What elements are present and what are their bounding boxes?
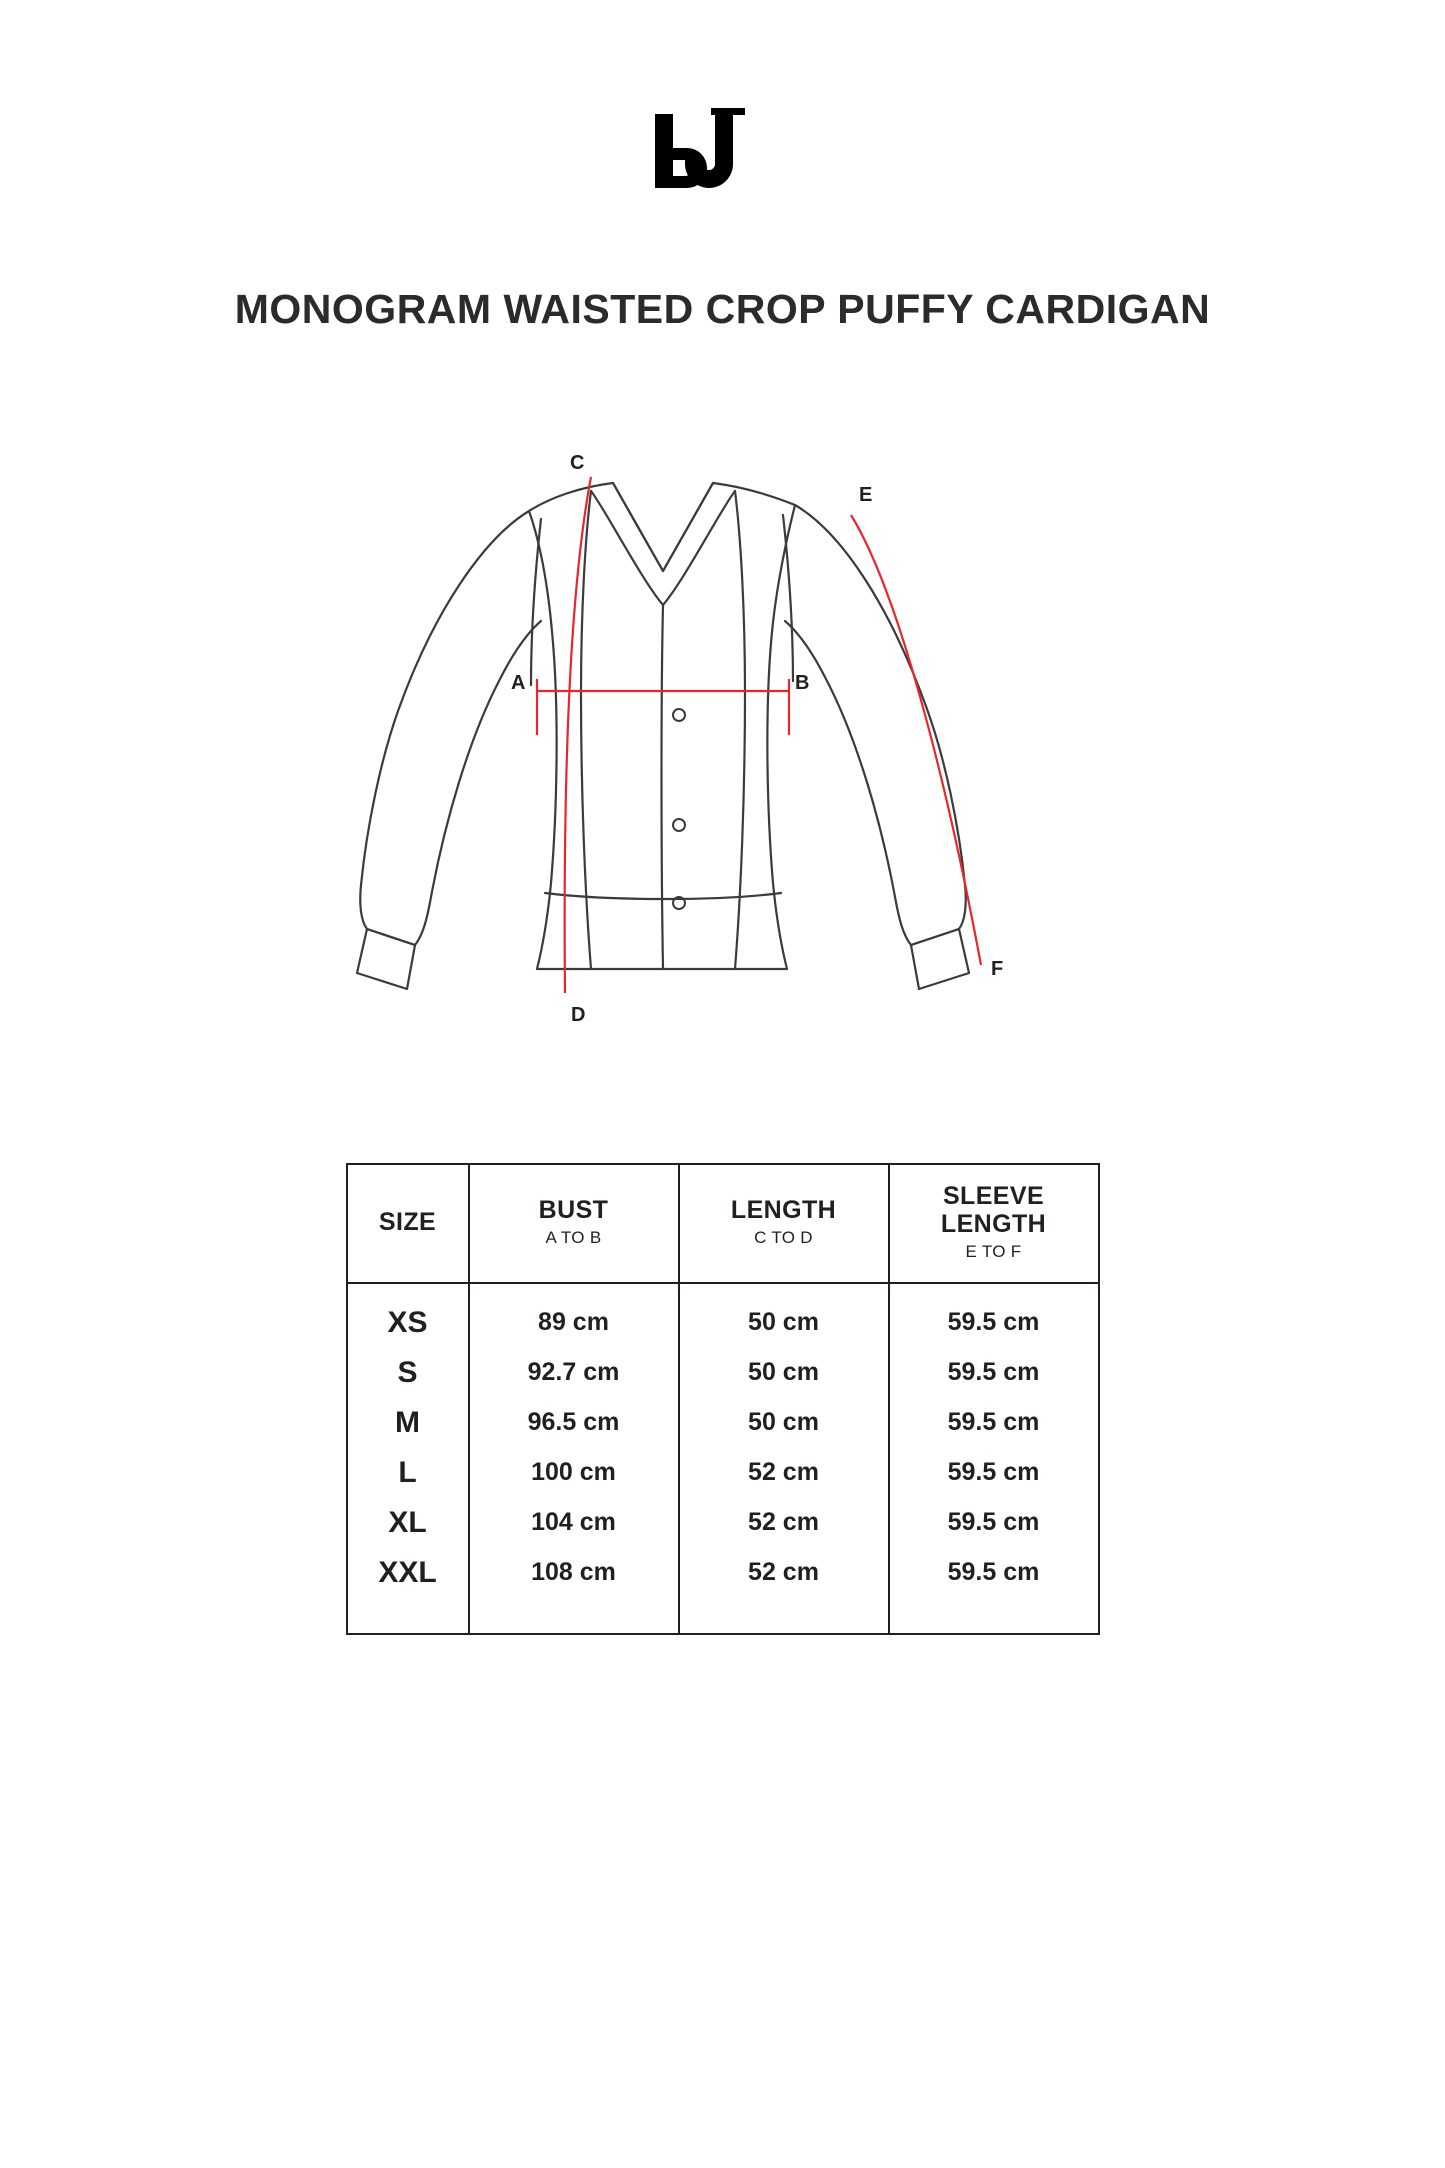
marker-label-c: C [569,453,584,474]
spacer-cell [469,1598,679,1634]
diagram-container [0,453,1445,1073]
marker-label-e: E [858,484,872,506]
cell-length: 50 cm [679,1398,889,1448]
cell-sleeve: 59.5 cm [889,1548,1099,1598]
cell-length: 52 cm [679,1498,889,1548]
button-icon [673,819,685,831]
cell-sleeve: 59.5 cm [889,1498,1099,1548]
column-header-bust: BUST A TO B [469,1164,679,1283]
cell-length: 52 cm [679,1448,889,1498]
table-row [347,1283,1099,1348]
cell-length: 50 cm [679,1283,889,1348]
cell-size: XS [347,1283,469,1348]
cell-sleeve: 59.5 cm [889,1398,1099,1448]
spacer-cell [347,1598,469,1634]
table-row [347,1498,1099,1548]
cell-bust: 96.5 cm [469,1398,679,1448]
table-row [347,1448,1099,1498]
measure-line-sleeve [851,515,981,965]
cell-length: 50 cm [679,1348,889,1398]
cell-bust: 89 cm [469,1283,679,1348]
marker-label-a: A [510,672,525,694]
cell-sleeve: 59.5 cm [889,1348,1099,1398]
table-row [347,1548,1099,1598]
cell-size: XL [347,1498,469,1548]
button-icon [673,709,685,721]
column-header-sleeve-length: SLEEVE LENGTH E TO F [889,1164,1099,1283]
cell-size: XXL [347,1548,469,1598]
column-header-size: SIZE [347,1164,469,1283]
spacer-cell [679,1598,889,1634]
size-table-container [0,1163,1445,1635]
cell-size: M [347,1398,469,1448]
page-title: MONOGRAM WAISTED CROP PUFFY CARDIGAN [234,286,1211,332]
cell-size: L [347,1448,469,1498]
cell-length: 52 cm [679,1548,889,1598]
marker-label-d: D [570,1004,585,1026]
column-header-length: LENGTH C TO D [679,1164,889,1283]
table-row [347,1348,1099,1398]
cell-bust: 104 cm [469,1498,679,1548]
bj-monogram-logo [653,108,793,218]
cell-bust: 108 cm [469,1548,679,1598]
table-header-row [347,1164,1099,1283]
table-row [347,1398,1099,1448]
cell-sleeve: 59.5 cm [889,1448,1099,1498]
cell-size: S [347,1348,469,1398]
cell-bust: 100 cm [469,1448,679,1498]
spacer-cell [889,1598,1099,1634]
size-chart-table [346,1163,1100,1635]
marker-label-b: B [794,672,809,694]
cell-bust: 92.7 cm [469,1348,679,1398]
cardigan-measurement-diagram [323,453,1123,1073]
marker-label-f: F [990,958,1003,980]
table-row-spacer [347,1598,1099,1634]
cell-sleeve: 59.5 cm [889,1283,1099,1348]
